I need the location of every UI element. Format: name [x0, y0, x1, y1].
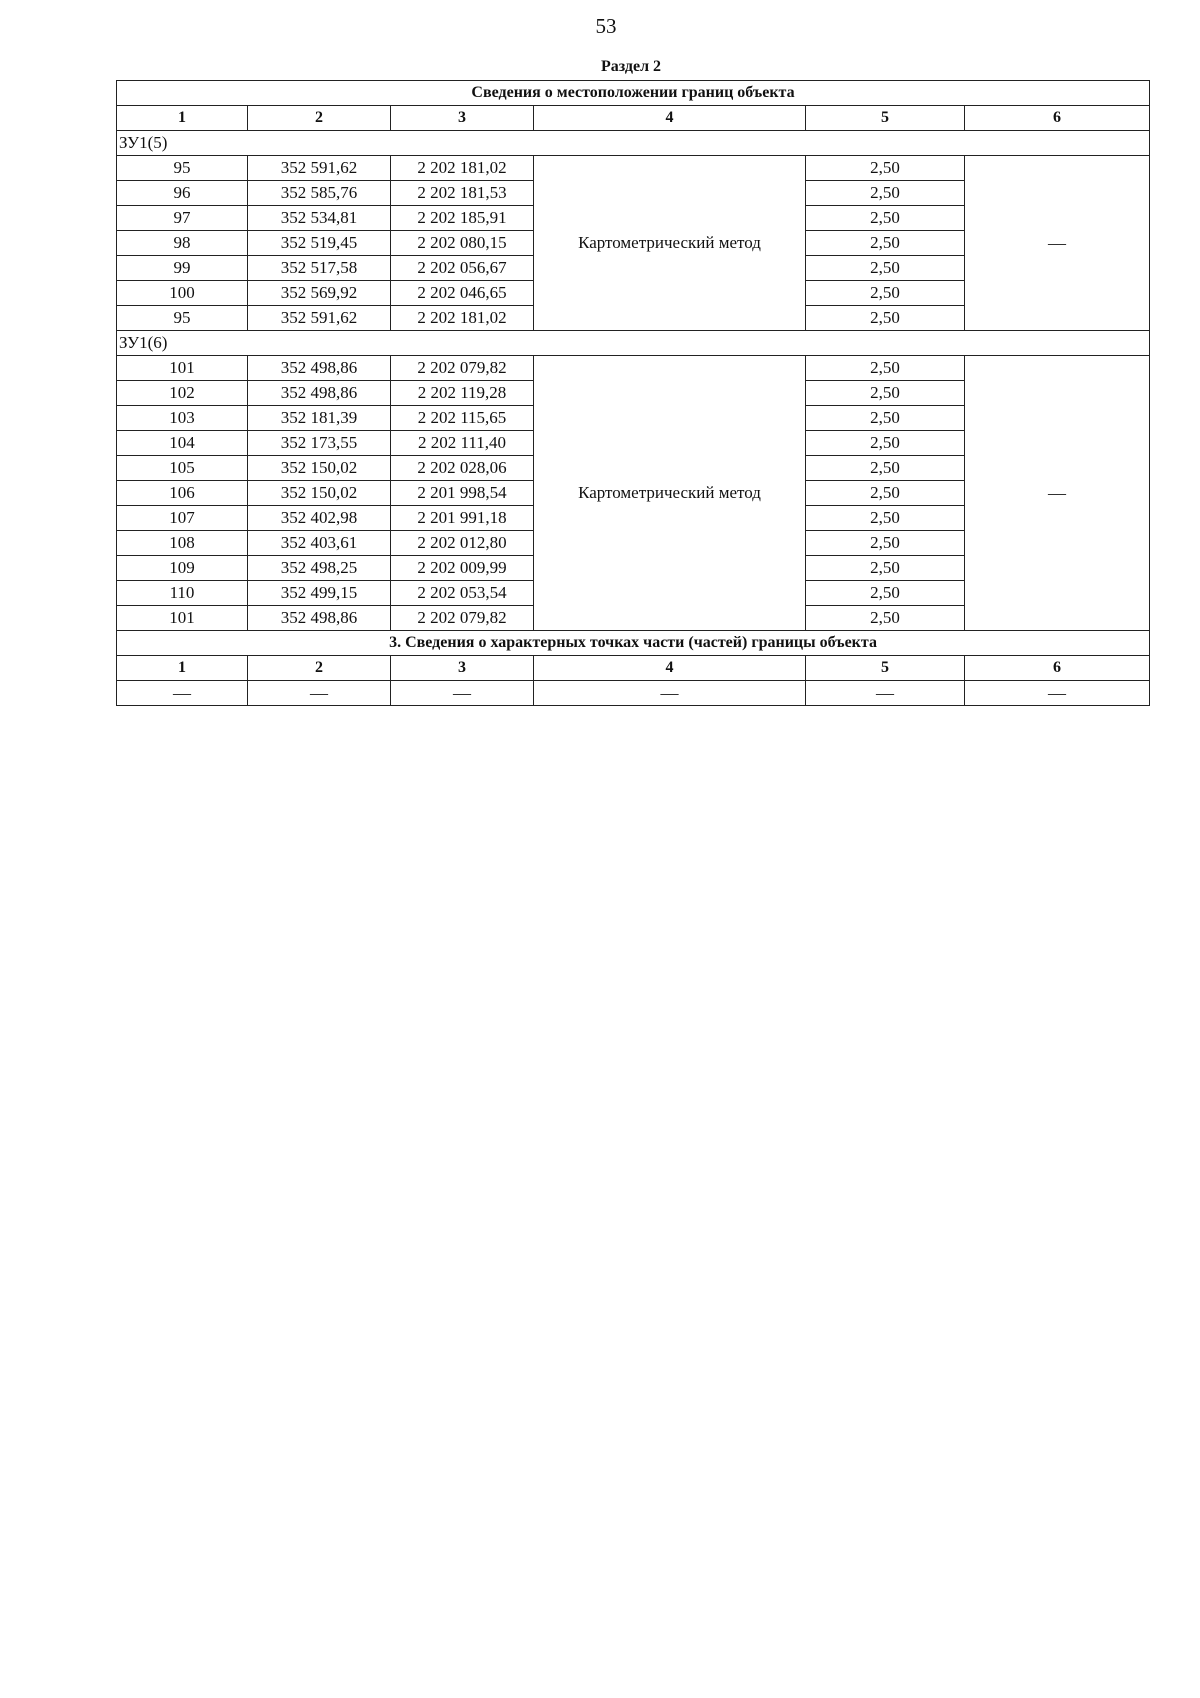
- column-header: 1: [117, 106, 248, 131]
- coordinate-y: 2 202 053,54: [391, 581, 534, 606]
- point-number: 105: [117, 456, 248, 481]
- column-header-row: [117, 106, 1150, 131]
- coordinate-y: 2 202 046,65: [391, 281, 534, 306]
- coordinate-x: 352 150,02: [248, 456, 391, 481]
- part-caption-row: [117, 631, 1150, 656]
- accuracy-value: 2,50: [806, 231, 965, 256]
- table-row: [117, 356, 1150, 381]
- accuracy-value: 2,50: [806, 381, 965, 406]
- coordinate-x: 352 498,25: [248, 556, 391, 581]
- accuracy-value: 2,50: [806, 556, 965, 581]
- empty-dash-cell: —: [391, 681, 534, 706]
- coordinate-x: 352 517,58: [248, 256, 391, 281]
- coordinate-x: 352 519,45: [248, 231, 391, 256]
- accuracy-value: 2,50: [806, 156, 965, 181]
- coordinate-x: 352 498,86: [248, 606, 391, 631]
- page-number: 53: [595, 14, 617, 38]
- column-header: 1: [117, 656, 248, 681]
- coordinate-y: 2 202 028,06: [391, 456, 534, 481]
- point-number: 100: [117, 281, 248, 306]
- accuracy-value: 2,50: [806, 431, 965, 456]
- coordinate-y: 2 202 185,91: [391, 206, 534, 231]
- column-header: 4: [534, 656, 806, 681]
- column-header: 4: [534, 106, 806, 131]
- accuracy-value: 2,50: [806, 581, 965, 606]
- coordinate-x: 352 403,61: [248, 531, 391, 556]
- column-header: 2: [248, 106, 391, 131]
- method-cell: Картометрический метод: [534, 356, 806, 631]
- group-header-row: [117, 131, 1150, 156]
- coordinate-x: 352 499,15: [248, 581, 391, 606]
- point-number: 101: [117, 356, 248, 381]
- point-number: 107: [117, 506, 248, 531]
- point-number: 103: [117, 406, 248, 431]
- empty-dash-cell: —: [534, 681, 806, 706]
- accuracy-value: 2,50: [806, 206, 965, 231]
- coordinate-x: 352 591,62: [248, 156, 391, 181]
- accuracy-value: 2,50: [806, 306, 965, 331]
- accuracy-value: 2,50: [806, 506, 965, 531]
- accuracy-value: 2,50: [806, 406, 965, 431]
- accuracy-value: 2,50: [806, 356, 965, 381]
- column-header: 3: [391, 656, 534, 681]
- coordinate-y: 2 201 998,54: [391, 481, 534, 506]
- point-number: 106: [117, 481, 248, 506]
- group-label: ЗУ1(5): [117, 131, 1150, 156]
- method-cell: Картометрический метод: [534, 156, 806, 331]
- accuracy-value: 2,50: [806, 181, 965, 206]
- empty-dash-cell: —: [806, 681, 965, 706]
- empty-dash-cell: —: [248, 681, 391, 706]
- accuracy-value: 2,50: [806, 281, 965, 306]
- coordinate-x: 352 181,39: [248, 406, 391, 431]
- coordinate-y: 2 202 181,53: [391, 181, 534, 206]
- coordinate-x: 352 402,98: [248, 506, 391, 531]
- coordinate-y: 2 202 080,15: [391, 231, 534, 256]
- point-number: 96: [117, 181, 248, 206]
- part-empty-row: [117, 681, 1150, 706]
- coordinate-x: 352 498,86: [248, 381, 391, 406]
- coordinate-y: 2 202 111,40: [391, 431, 534, 456]
- point-number: 102: [117, 381, 248, 406]
- column-header: 5: [806, 656, 965, 681]
- point-number: 95: [117, 156, 248, 181]
- accuracy-value: 2,50: [806, 531, 965, 556]
- column-header: 6: [965, 106, 1150, 131]
- column6-cell: —: [965, 156, 1150, 331]
- point-number: 95: [117, 306, 248, 331]
- part-caption: 3. Сведения о характерных точках части (частей) границы объекта: [117, 631, 1150, 656]
- point-number: 110: [117, 581, 248, 606]
- column-header: 3: [391, 106, 534, 131]
- coordinate-x: 352 534,81: [248, 206, 391, 231]
- accuracy-value: 2,50: [806, 456, 965, 481]
- section-title: Раздел 2: [600, 58, 662, 75]
- coordinate-y: 2 202 079,82: [391, 356, 534, 381]
- coordinate-y: 2 202 181,02: [391, 306, 534, 331]
- point-number: 97: [117, 206, 248, 231]
- column-header: 2: [248, 656, 391, 681]
- table-row: [117, 156, 1150, 181]
- table-caption: Сведения о местоположении границ объекта: [117, 81, 1150, 106]
- group-label: ЗУ1(6): [117, 331, 1150, 356]
- empty-dash-cell: —: [117, 681, 248, 706]
- coordinate-y: 2 202 181,02: [391, 156, 534, 181]
- column6-cell: —: [965, 356, 1150, 631]
- coordinate-x: 352 585,76: [248, 181, 391, 206]
- empty-dash-cell: —: [965, 681, 1150, 706]
- coordinate-y: 2 202 115,65: [391, 406, 534, 431]
- accuracy-value: 2,50: [806, 256, 965, 281]
- coordinate-y: 2 202 056,67: [391, 256, 534, 281]
- coordinate-y: 2 202 079,82: [391, 606, 534, 631]
- point-number: 99: [117, 256, 248, 281]
- point-number: 108: [117, 531, 248, 556]
- point-number: 98: [117, 231, 248, 256]
- coordinate-y: 2 202 119,28: [391, 381, 534, 406]
- coordinate-y: 2 201 991,18: [391, 506, 534, 531]
- coordinate-y: 2 202 012,80: [391, 531, 534, 556]
- point-number: 104: [117, 431, 248, 456]
- boundary-table: [116, 80, 1150, 706]
- group-header-row: [117, 331, 1150, 356]
- coordinate-x: 352 569,92: [248, 281, 391, 306]
- point-number: 109: [117, 556, 248, 581]
- table-caption-row: [117, 81, 1150, 106]
- coordinate-y: 2 202 009,99: [391, 556, 534, 581]
- column-header: 5: [806, 106, 965, 131]
- accuracy-value: 2,50: [806, 481, 965, 506]
- column-header: 6: [965, 656, 1150, 681]
- coordinate-x: 352 173,55: [248, 431, 391, 456]
- coordinate-x: 352 150,02: [248, 481, 391, 506]
- point-number: 101: [117, 606, 248, 631]
- coordinate-x: 352 498,86: [248, 356, 391, 381]
- part-column-header-row: [117, 656, 1150, 681]
- coordinate-x: 352 591,62: [248, 306, 391, 331]
- accuracy-value: 2,50: [806, 606, 965, 631]
